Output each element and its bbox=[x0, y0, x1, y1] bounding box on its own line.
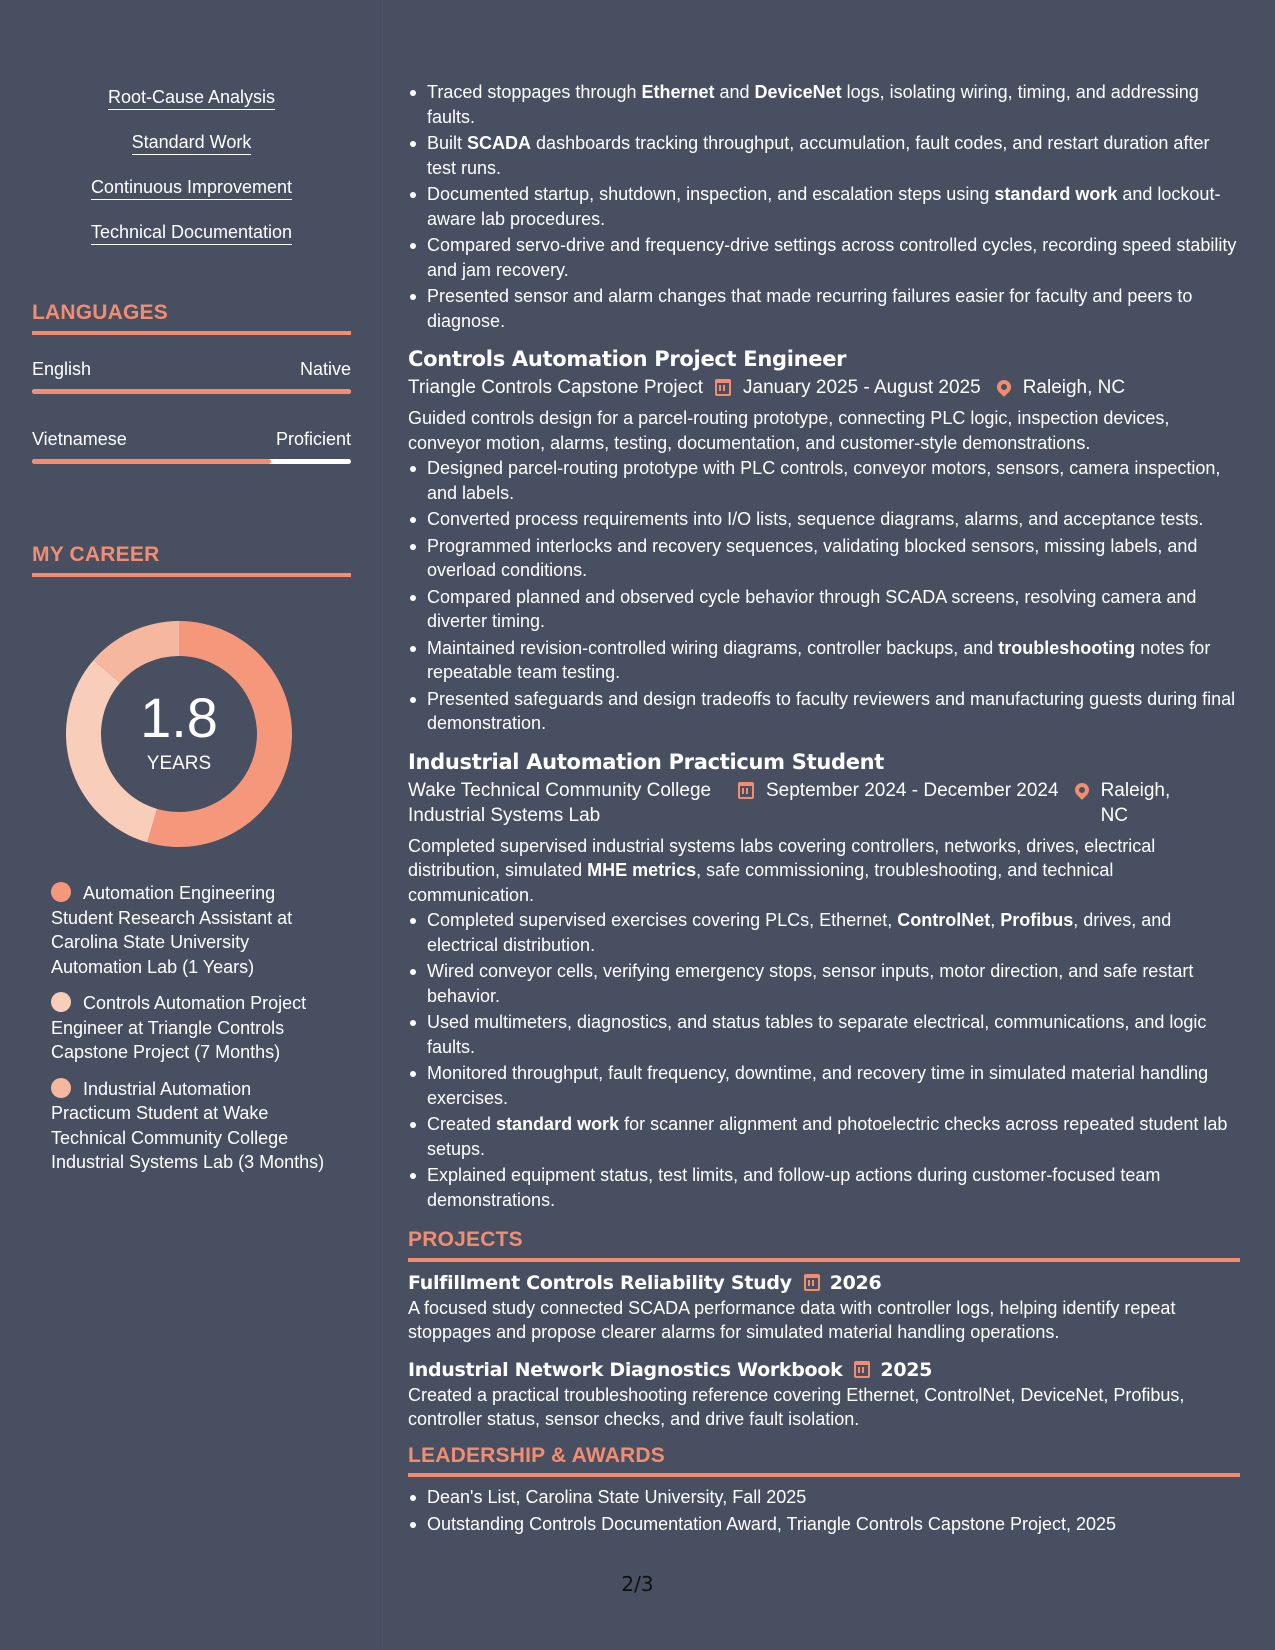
bullet-item: Used multimeters, diagnostics, and status tables to separate electrical, communications, and logic faults. bbox=[408, 1010, 1240, 1059]
job-title: Controls Automation Project Engineer bbox=[408, 347, 847, 371]
language-level-fill bbox=[32, 459, 271, 464]
job-title: Industrial Automation Practicum Student bbox=[408, 749, 885, 774]
bullet-item: Wired conveyor cells, verifying emergency stops, sensor inputs, motor direction, and safe restart behavior. bbox=[408, 959, 1240, 1008]
experience-bullets bbox=[408, 80, 1240, 333]
career-unit-label: YEARS bbox=[146, 753, 212, 774]
career-legend-item bbox=[51, 881, 331, 979]
language-item bbox=[32, 359, 351, 394]
bullet-item: Maintained revision-controlled wiring diagrams, controller backups, and troubleshooting notes for repeatable team testing. bbox=[408, 636, 1240, 685]
bullet-item: Programmed interlocks and recovery sequences, validating blocked sensors, missing labels, and overload conditions. bbox=[408, 534, 1240, 583]
language-level-bar bbox=[32, 389, 351, 394]
project-entry bbox=[408, 1357, 1240, 1432]
career-legend-label: Industrial Automation Practicum Student at Wake Technical Community College Industrial Systems Lab (3 Months) bbox=[51, 1078, 325, 1172]
job-location: Raleigh, NC bbox=[1022, 377, 1126, 398]
calendar-icon bbox=[854, 1361, 870, 1378]
bullet-item: Converted process requirements into I/O lists, sequence diagrams, alarms, and acceptance tests. bbox=[408, 507, 1240, 532]
job-summary: Guided controls design for a parcel-routing prototype, connecting PLC logic, inspection devices, conveyor motion, alarms, testing, documentation, and customer-style demonstrations. bbox=[408, 408, 1170, 453]
page-number: 2/3 bbox=[621, 1572, 654, 1596]
bullet-item: Traced stoppages through Ethernet and DeviceNet logs, isolating wiring, timing, and addressing faults. bbox=[408, 80, 1240, 129]
language-item bbox=[32, 429, 351, 464]
skill-item: Standard Work bbox=[132, 131, 252, 155]
bullet-item: Created standard work for scanner alignment and photoelectric checks across repeated student lab setups. bbox=[408, 1112, 1240, 1161]
job-dates: January 2025 - August 2025 bbox=[743, 377, 981, 398]
bullet-item: Explained equipment status, test limits, and follow-up actions during customer-focused team demonstrations. bbox=[408, 1163, 1240, 1212]
project-name: Industrial Network Diagnostics Workbook bbox=[408, 1358, 843, 1381]
calendar-icon bbox=[738, 782, 754, 799]
job-meta bbox=[408, 778, 1240, 828]
awards-heading: LEADERSHIP & AWARDS bbox=[408, 1444, 1240, 1478]
skills-list bbox=[32, 86, 351, 266]
bullet-item: Completed supervised exercises covering PLCs, Ethernet, ControlNet, Profibus, drives, and electrical distribution. bbox=[408, 908, 1240, 957]
project-year: 2025 bbox=[880, 1358, 933, 1381]
career-legend-item bbox=[51, 1077, 331, 1175]
career-heading: MY CAREER bbox=[32, 543, 351, 577]
skill-item: Technical Documentation bbox=[91, 221, 292, 245]
job-entry bbox=[408, 345, 1240, 736]
career-legend-label: Automation Engineering Student Research Assistant at Carolina State University Automation Lab (1 Years) bbox=[51, 883, 293, 977]
career-legend-item bbox=[51, 991, 331, 1065]
bullet-item: Compared planned and observed cycle behavior through SCADA screens, resolving camera and diverter timing. bbox=[408, 585, 1240, 634]
languages-heading: LANGUAGES bbox=[32, 301, 351, 335]
awards-list bbox=[408, 1485, 1240, 1536]
main-content bbox=[408, 80, 1240, 1538]
location-pin-icon bbox=[1072, 780, 1092, 800]
project-description: A focused study connected SCADA performance data with controller logs, helping identify repeat stoppages and propose clearer alarms for simulated material handling operations. bbox=[408, 1297, 1176, 1342]
bullet-item: Presented safeguards and design tradeoffs to faculty reviewers and manufacturing guests during final demonstration. bbox=[408, 687, 1240, 736]
language-level-bar bbox=[32, 459, 351, 464]
job-bullets bbox=[408, 908, 1240, 1212]
bullet-item: Monitored throughput, fault frequency, downtime, and recovery time in simulated material handling exercises. bbox=[408, 1061, 1240, 1110]
bullet-item: Built SCADA dashboards tracking throughput, accumulation, fault codes, and restart duration after test runs. bbox=[408, 131, 1240, 180]
project-entry bbox=[408, 1270, 1240, 1345]
skill-item: Root-Cause Analysis bbox=[108, 86, 275, 110]
career-legend bbox=[51, 881, 331, 1187]
job-summary: Completed supervised industrial systems labs covering controllers, networks, drives, electrical distribution, simulated MHE metrics, safe commissioning, troubleshooting, and technical communication. bbox=[408, 835, 1156, 905]
projects-heading: PROJECTS bbox=[408, 1228, 1240, 1262]
language-name: English bbox=[32, 359, 92, 379]
calendar-icon bbox=[804, 1274, 820, 1291]
project-year: 2026 bbox=[829, 1271, 882, 1294]
job-entry bbox=[408, 748, 1240, 1213]
location-pin-icon bbox=[994, 377, 1014, 397]
column-divider bbox=[382, 0, 383, 1650]
legend-dot-icon bbox=[51, 1078, 71, 1098]
legend-dot-icon bbox=[51, 882, 71, 902]
legend-dot-icon bbox=[51, 992, 71, 1012]
language-name: Vietnamese bbox=[32, 429, 127, 449]
project-description: Created a practical troubleshooting reference covering Ethernet, ControlNet, DeviceNet, Profibus, controller status, sensor checks, and drive fault isolation. bbox=[408, 1384, 1185, 1429]
language-level-fill bbox=[32, 389, 351, 394]
bullet-item: Documented startup, shutdown, inspection, and escalation steps using standard work and lockout-aware lab procedures. bbox=[408, 182, 1240, 231]
bullet-item: Presented sensor and alarm changes that made recurring failures easier for faculty and peers to diagnose. bbox=[408, 284, 1240, 333]
skill-item: Continuous Improvement bbox=[91, 176, 292, 200]
award-item: Dean's List, Carolina State University, Fall 2025 bbox=[408, 1485, 1240, 1510]
job-organization: Wake Technical Community College Industrial Systems Lab bbox=[408, 779, 712, 826]
award-item: Outstanding Controls Documentation Award, Triangle Controls Capstone Project, 2025 bbox=[408, 1512, 1240, 1537]
job-organization: Triangle Controls Capstone Project bbox=[408, 377, 703, 398]
job-bullets bbox=[408, 456, 1240, 736]
job-dates: September 2024 - December 2024 bbox=[766, 779, 1059, 801]
bullet-item: Compared servo-drive and frequency-drive settings across controlled cycles, recording speed stability and jam recovery. bbox=[408, 233, 1240, 282]
career-legend-label: Controls Automation Project Engineer at Triangle Controls Capstone Project (7 Months) bbox=[51, 993, 307, 1062]
bullet-item: Designed parcel-routing prototype with PLC controls, conveyor motors, sensors, camera inspection, and labels. bbox=[408, 456, 1240, 505]
career-total-years: 1.8 bbox=[140, 686, 218, 749]
project-name: Fulfillment Controls Reliability Study bbox=[408, 1271, 792, 1294]
calendar-icon bbox=[715, 379, 731, 396]
language-level: Proficient bbox=[275, 429, 351, 449]
job-location: Raleigh, NC bbox=[1100, 779, 1171, 826]
language-level: Native bbox=[299, 359, 351, 379]
job-meta bbox=[408, 375, 1240, 400]
